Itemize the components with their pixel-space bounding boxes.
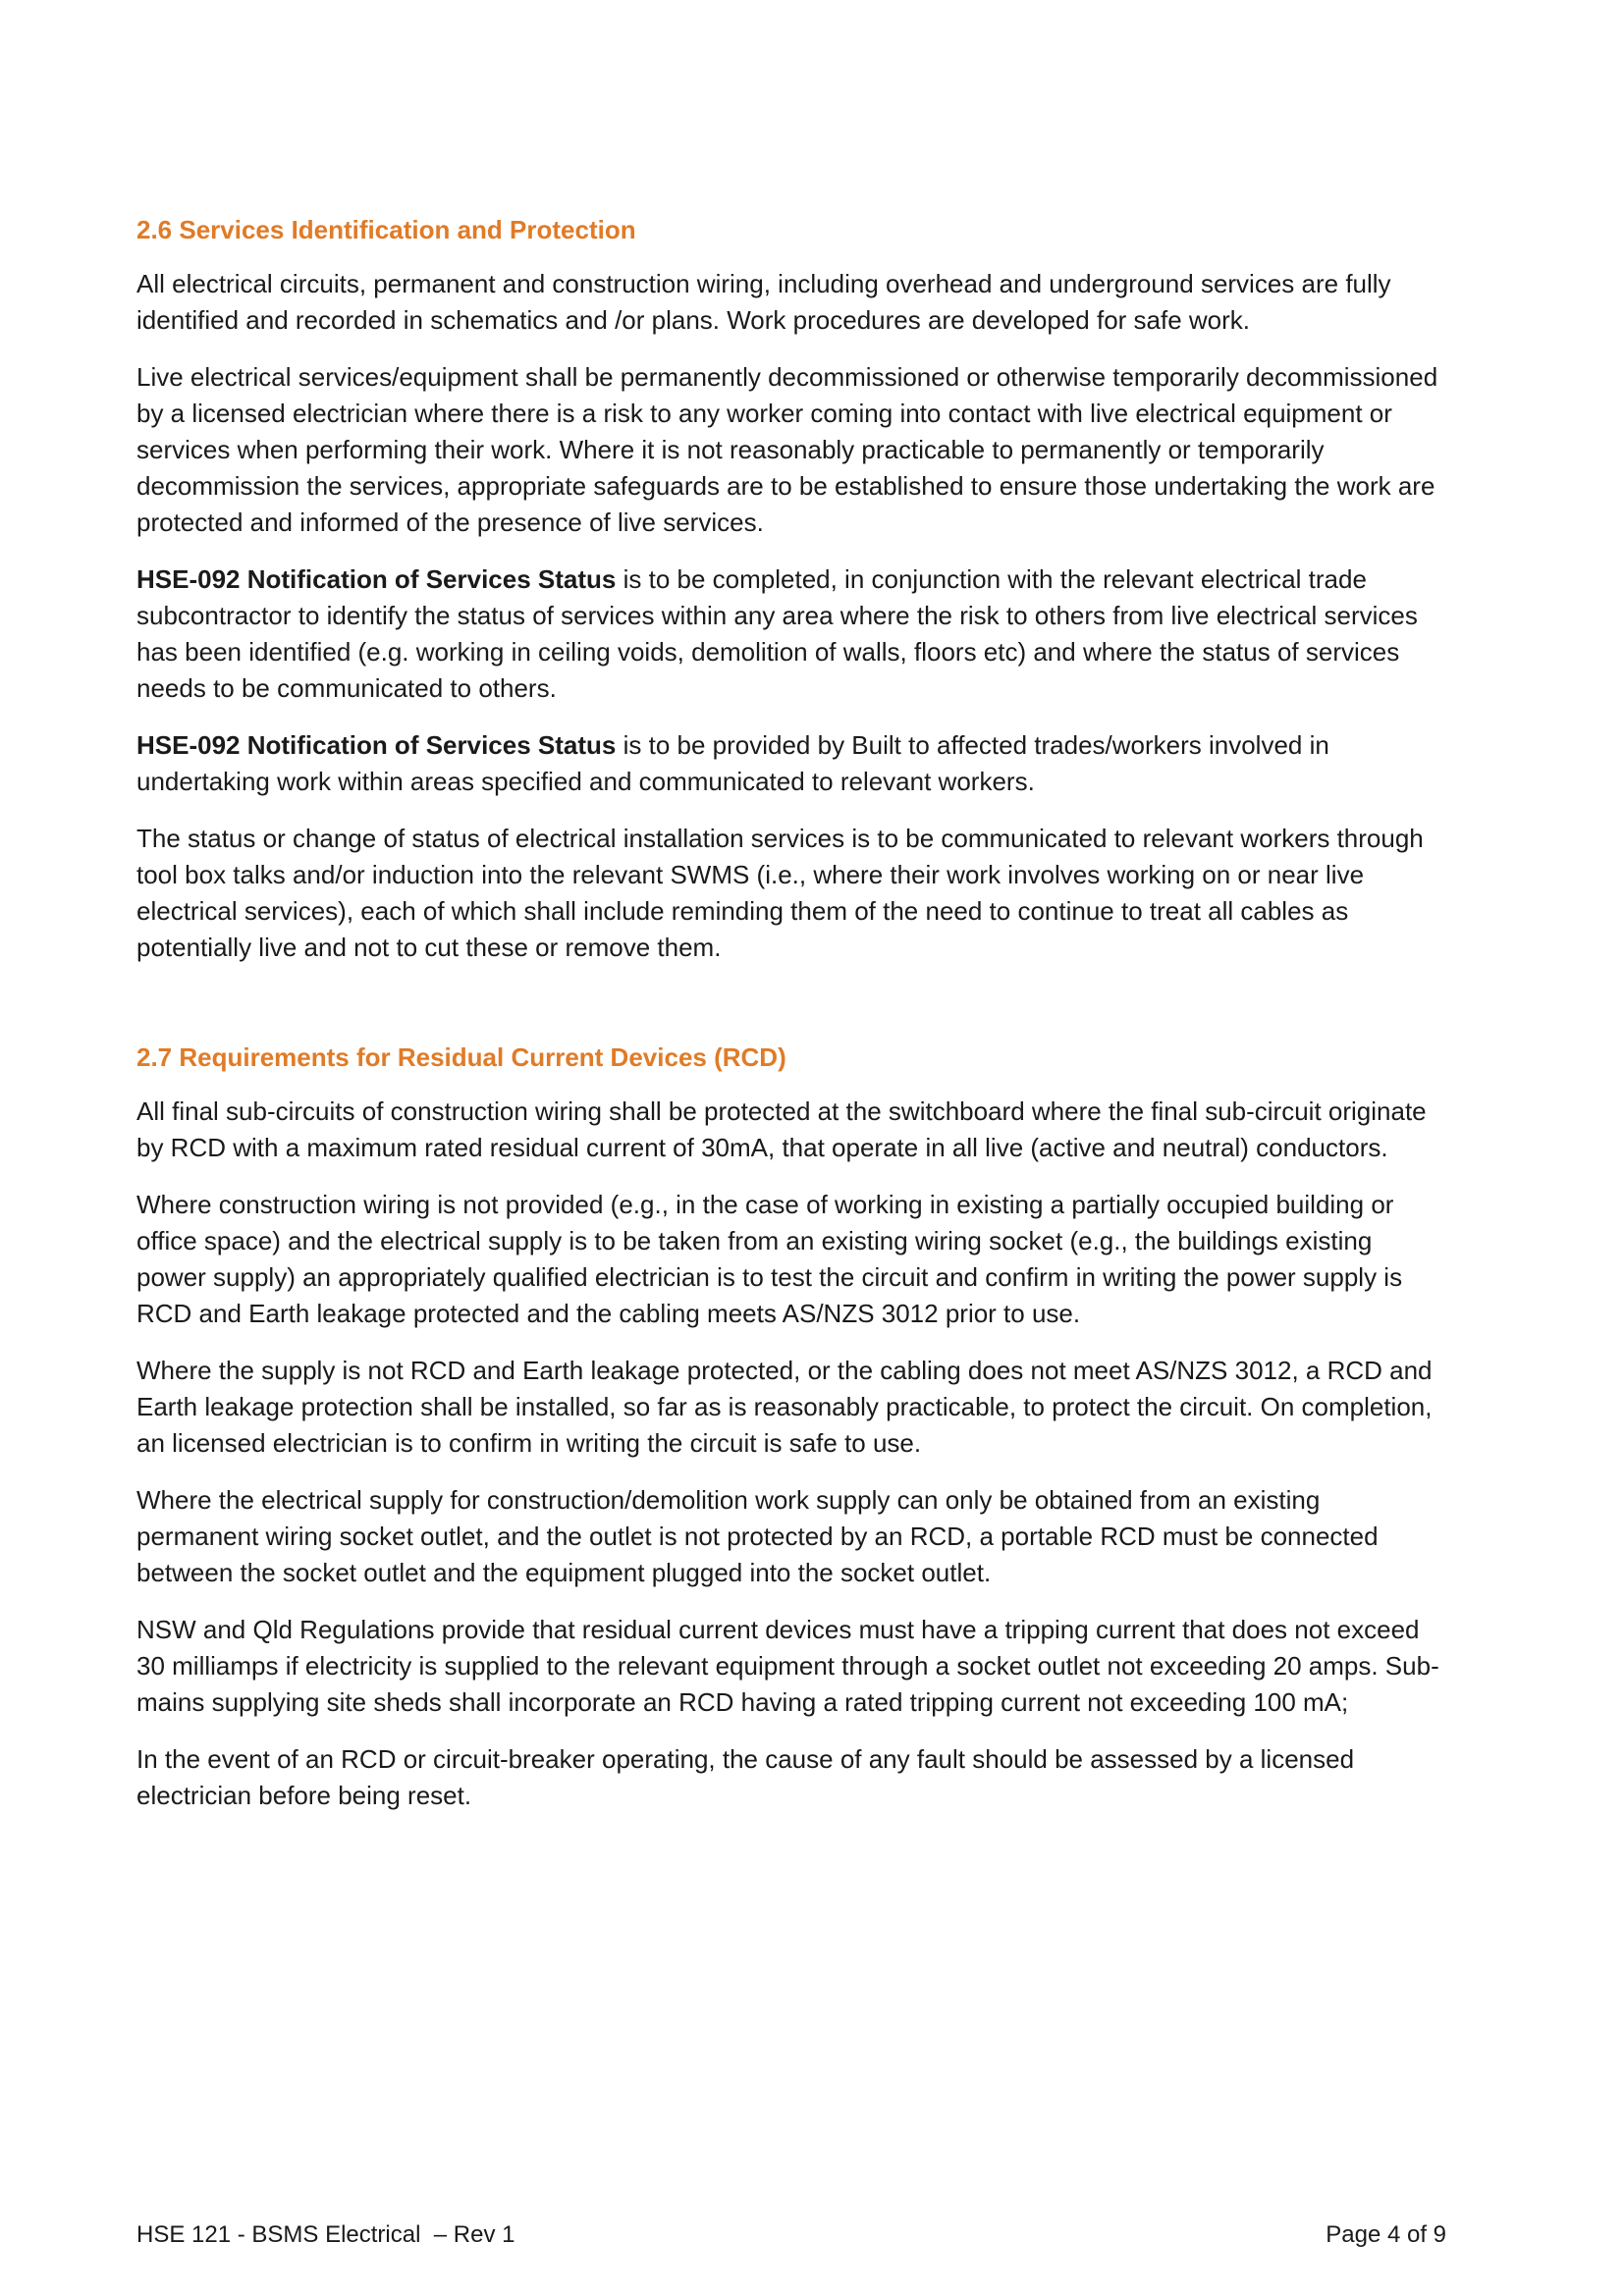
paragraph-text: The status or change of status of electrical installation services is to be communicated to relevant workers through tool box talks and/or induction into the relevant SWMS (i.e., where their work involves working on or near live electrical services), each of which shall include reminding them of the need to continue to treat all cables as potentially live and not to cut these or remove them. [136, 824, 1424, 962]
paragraph [136, 1353, 1442, 1462]
paragraph [136, 1612, 1442, 1721]
paragraph-text: All final sub-circuits of construction wiring shall be protected at the switchboard where the final sub-circuit originate by RCD with a maximum rated residual current of 30mA, that operate in all live (active and neutral) conductors. [136, 1096, 1427, 1162]
paragraph-text: Where construction wiring is not provided (e.g., in the case of working in existing a partially occupied building or office space) and the electrical supply is to be taken from an existing wiring socket (e.g., the buildings existing power supply) an appropriately qualified electrician is to test the circuit and confirm in writing the power supply is RCD and Earth leakage protected and the cabling meets AS/NZS 3012 prior to use. [136, 1190, 1403, 1328]
form-reference: HSE-092 Notification of Services Status [136, 564, 617, 594]
paragraph [136, 821, 1442, 966]
paragraph-text: Live electrical services/equipment shall be permanently decommissioned or otherwise temporarily decommissioned by a licensed electrician where there is a risk to any worker coming into contact with live electrical equipment or services when performing their work. Where it is not reasonably practicable to permanently or temporarily decommission the services, appropriate safeguards are to be established to ensure those undertaking the work are protected and informed of the presence of live services. [136, 362, 1438, 537]
footer-page-number: Page 4 of 9 [1326, 2221, 1446, 2248]
paragraph [136, 1187, 1442, 1332]
paragraph [136, 359, 1442, 541]
paragraph [136, 1094, 1442, 1166]
document-page [136, 211, 1442, 1835]
paragraph [136, 727, 1442, 800]
paragraph [136, 561, 1442, 707]
paragraph-text: All electrical circuits, permanent and construction wiring, including overhead and underground services are fully identified and recorded in schematics and /or plans. Work procedures are developed for safe work. [136, 269, 1391, 335]
form-reference: HSE-092 Notification of Services Status [136, 730, 617, 760]
section-2-7 [136, 1039, 1442, 1814]
section-spacer [136, 987, 1442, 1039]
paragraph-text: is to be provided by Built to affected trades/workers involved in undertaking work within areas specified and communicated to relevant workers. [136, 730, 1329, 796]
section-heading: 2.7 Requirements for Residual Current Devices (RCD) [136, 1042, 786, 1072]
paragraph [136, 1482, 1442, 1591]
paragraph [136, 266, 1442, 339]
section-heading: 2.6 Services Identification and Protection [136, 215, 636, 244]
paragraph-text: is to be completed, in conjunction with the relevant electrical trade subcontractor to identify the status of services within any area where the risk to others from live electrical services has been identified (e.g. working in ceiling voids, demolition of walls, floors etc) and where the status of services needs to be communicated to others. [136, 564, 1418, 703]
page-footer [136, 2220, 1446, 2250]
paragraph [136, 1741, 1442, 1814]
paragraph-text: In the event of an RCD or circuit-breaker operating, the cause of any fault should be assessed by a licensed electrician before being reset. [136, 1744, 1355, 1810]
paragraph-text: Where the electrical supply for construction/demolition work supply can only be obtained from an existing permanent wiring socket outlet, and the outlet is not protected by an RCD, a portable RCD must be connected between the socket outlet and the equipment plugged into the socket outlet. [136, 1485, 1379, 1587]
section-2-6 [136, 211, 1442, 966]
paragraph-text: Where the supply is not RCD and Earth leakage protected, or the cabling does not meet AS/NZS 3012, a RCD and Earth leakage protection shall be installed, so far as is reasonably practicable, to protect the circuit. On completion, an licensed electrician is to confirm in writing the circuit is safe to use. [136, 1356, 1433, 1458]
paragraph-text: NSW and Qld Regulations provide that residual current devices must have a tripping current that does not exceed 30 milliamps if electricity is supplied to the relevant equipment through a socket outlet not exceeding 20 amps. Sub-mains supplying site sheds shall incorporate an RCD having a rated tripping current not exceeding 100 mA; [136, 1615, 1439, 1717]
footer-document-id: HSE 121 - BSMS Electrical – Rev 1 [136, 2221, 515, 2248]
